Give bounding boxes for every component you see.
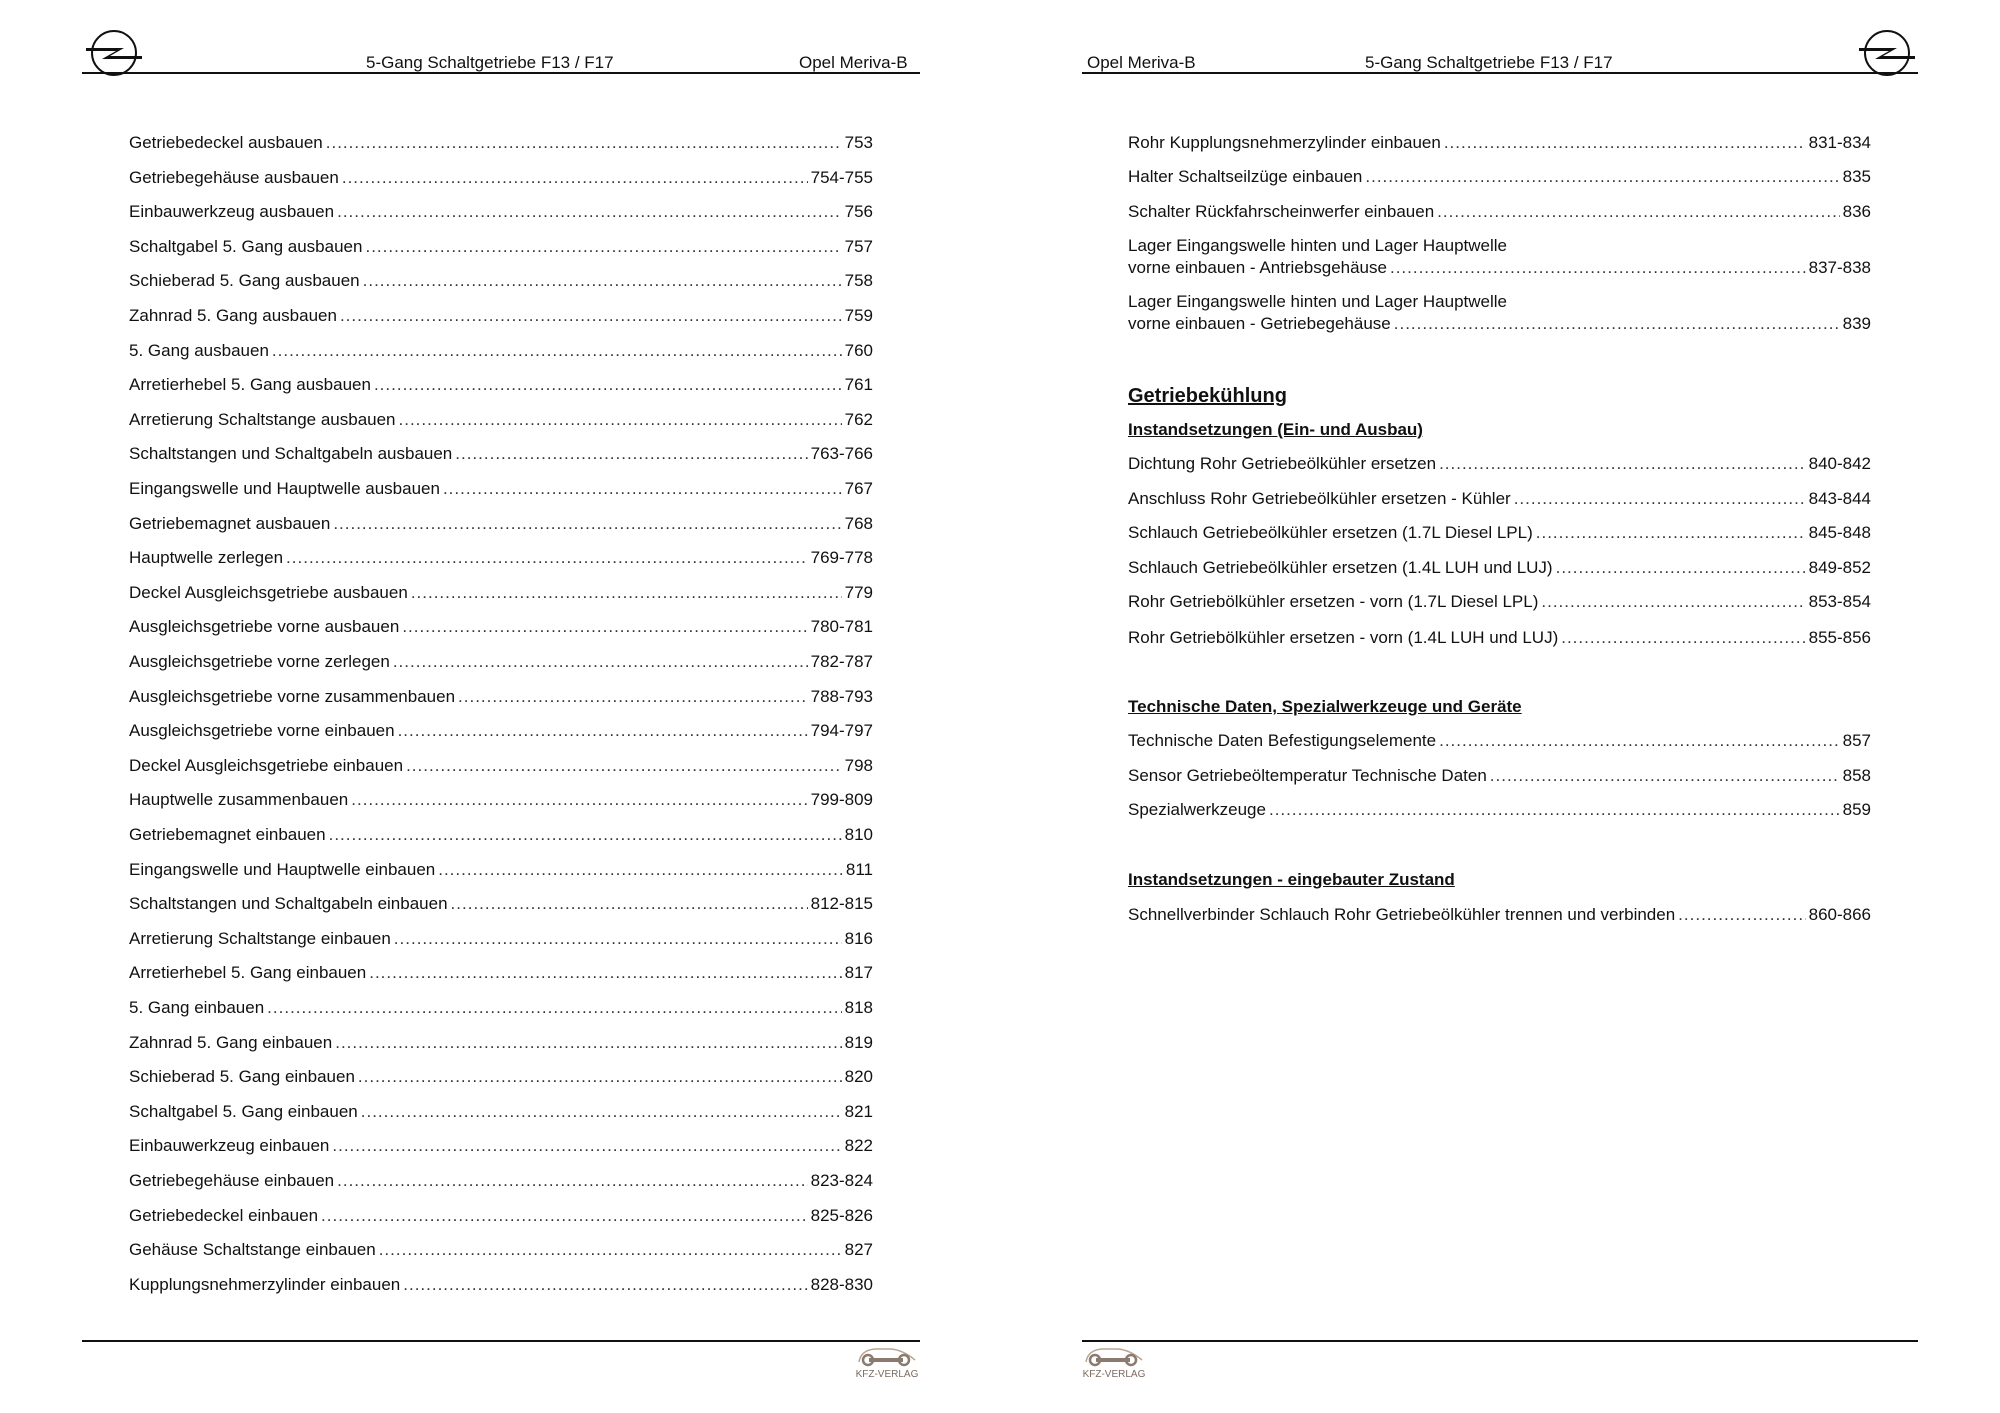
toc-entry-title: Dichtung Rohr Getriebeölkühler ersetzen — [1128, 454, 1437, 473]
toc-entry-page: 818 — [844, 998, 873, 1017]
dot-leader — [333, 513, 841, 535]
toc-entry[interactable] — [129, 167, 873, 189]
toc-entry-title: vorne einbauen - Getriebegehäuse — [1128, 314, 1391, 333]
toc-entry-title: Spezialwerkzeuge — [1128, 800, 1266, 819]
toc-entry[interactable] — [1128, 591, 1871, 613]
header-rule — [82, 72, 920, 74]
toc-entry-title: Rohr Getriebölkühler ersetzen - vorn (1.7L Diesel LPL) — [1128, 592, 1539, 611]
header-model-right: Opel Meriva-B — [1087, 53, 1196, 72]
toc-entry-page: 768 — [844, 513, 873, 533]
toc-entry-title: Getriebedeckel einbauen — [129, 1205, 319, 1225]
toc-entry-title: Schlauch Getriebeölkühler ersetzen (1.4L LUH und LUJ) — [1128, 558, 1553, 577]
toc-entry-title: Schlauch Getriebeölkühler ersetzen (1.7L Diesel LPL) — [1128, 523, 1533, 542]
toc-entry-page: 822 — [844, 1136, 873, 1156]
toc-entry[interactable] — [129, 1032, 873, 1054]
dot-leader — [374, 374, 842, 396]
toc-entry[interactable] — [1128, 488, 1871, 510]
toc-entry-title: Zahnrad 5. Gang einbauen — [129, 1032, 333, 1052]
toc-entry[interactable] — [129, 374, 873, 396]
dot-leader — [329, 824, 842, 846]
toc-entry[interactable] — [129, 513, 873, 535]
toc-entry-page: 857 — [1842, 731, 1871, 750]
footer-rule — [82, 1340, 920, 1342]
dot-leader — [342, 167, 808, 189]
toc-entry-page: 769-778 — [810, 548, 873, 568]
toc-entry[interactable] — [129, 651, 873, 673]
header-rule-right — [1082, 72, 1918, 74]
toc-entry[interactable] — [129, 409, 873, 431]
dot-leader — [451, 893, 808, 915]
toc-entry-page: 820 — [844, 1067, 873, 1087]
toc-entry-title: Getriebemagnet ausbauen — [129, 513, 331, 533]
toc-entry-page: 782-787 — [810, 652, 873, 671]
toc-entry-title: 5. Gang einbauen — [129, 998, 265, 1017]
kfz-verlag-logo-icon — [1082, 1344, 1146, 1384]
toc-entry-title: Getriebegehäuse einbauen — [129, 1171, 335, 1190]
toc-entry-page: 816 — [844, 928, 873, 948]
toc-entry-page: 860-866 — [1808, 905, 1871, 924]
toc-entry-page: 788-793 — [810, 686, 873, 706]
toc-entry-title: Arretierhebel 5. Gang einbauen — [129, 963, 367, 983]
toc-entry-title: Kupplungsnehmerzylinder einbauen — [129, 1274, 401, 1294]
toc-entry-title: Einbauwerkzeug einbauen — [129, 1136, 330, 1156]
dot-leader — [1439, 730, 1840, 752]
toc-entry-page: 810 — [844, 825, 873, 844]
toc-entry-title: Halter Schaltseilzüge einbauen — [1128, 167, 1363, 186]
toc-entry-title: Arretierhebel 5. Gang ausbauen — [129, 375, 371, 395]
toc-entry-page: 859 — [1842, 800, 1871, 819]
toc-entry-page: 855-856 — [1808, 628, 1871, 647]
toc-entry-page: 849-852 — [1808, 558, 1871, 577]
toc-entry-title: Technische Daten Befestigungselemente — [1128, 731, 1437, 750]
toc-entry-page: 761 — [844, 375, 873, 395]
dot-leader — [394, 928, 842, 950]
toc-entry[interactable] — [129, 1239, 873, 1261]
toc-entry-title: Eingangswelle und Hauptwelle einbauen — [129, 859, 436, 879]
toc-entry[interactable] — [129, 340, 873, 362]
header-title-right: 5-Gang Schaltgetriebe F13 / F17 — [1365, 53, 1613, 72]
toc-entry-page: 828-830 — [810, 1274, 873, 1294]
dot-leader — [379, 1239, 842, 1261]
toc-entry-page: 839 — [1842, 314, 1871, 333]
dot-leader — [1394, 313, 1840, 335]
toc-entry[interactable] — [129, 686, 873, 708]
toc-entry[interactable] — [129, 928, 873, 950]
dot-leader — [337, 1170, 807, 1192]
toc-entry-page: 763-766 — [810, 444, 873, 464]
toc-entry-title: Schaltgabel 5. Gang ausbauen — [129, 236, 363, 256]
toc-entry[interactable] — [129, 962, 873, 984]
toc-entry-page: 779 — [844, 582, 873, 602]
toc-entry[interactable] — [129, 1066, 873, 1088]
toc-entry[interactable] — [1128, 522, 1871, 544]
dot-leader — [438, 859, 843, 881]
dot-leader — [403, 1274, 807, 1296]
toc-entry-page: 843-844 — [1808, 489, 1871, 508]
toc-entry-line1[interactable]: Lager Eingangswelle hinten und Lager Hauptwelle — [1128, 236, 1507, 255]
toc-entry-page: 853-854 — [1808, 592, 1871, 611]
dot-leader — [369, 962, 841, 984]
toc-entry-page: 762 — [844, 409, 873, 429]
subsection-heading: Instandsetzungen - eingebauter Zustand — [1128, 870, 1455, 889]
toc-entry-title: Ausgleichsgetriebe vorne zusammenbauen — [129, 686, 456, 706]
toc-entry-title: Arretierung Schaltstange ausbauen — [129, 409, 396, 429]
toc-entry-title: Schaltgabel 5. Gang einbauen — [129, 1101, 358, 1121]
dot-leader — [1678, 904, 1805, 926]
toc-entry[interactable] — [129, 859, 873, 881]
toc-entry-page: 821 — [844, 1101, 873, 1121]
toc-entry-title: Getriebegehäuse ausbauen — [129, 167, 339, 187]
toc-entry-title: Getriebedeckel ausbauen — [129, 133, 323, 152]
toc-entry-page: 767 — [844, 479, 873, 498]
toc-entry[interactable] — [129, 720, 873, 742]
toc-entry[interactable] — [129, 1101, 873, 1123]
toc-entry-title: Sensor Getriebeöltemperatur Technische Daten — [1128, 766, 1487, 785]
toc-entry[interactable] — [1128, 166, 1871, 188]
dot-leader — [1269, 799, 1840, 821]
subsection-heading: Technische Daten, Spezialwerkzeuge und Geräte — [1128, 697, 1522, 716]
dot-leader — [1561, 627, 1805, 649]
dot-leader — [399, 409, 842, 431]
toc-entry-title: Schalter Rückfahrscheinwerfer einbauen — [1128, 202, 1435, 221]
toc-entry-title: Schieberad 5. Gang ausbauen — [129, 271, 360, 291]
dot-leader — [1514, 488, 1806, 510]
toc-entry-title: Getriebemagnet einbauen — [129, 825, 326, 844]
toc-entry[interactable] — [1128, 557, 1871, 579]
toc-entry-title: Anschluss Rohr Getriebeölkühler ersetzen - Kühler — [1128, 489, 1511, 508]
toc-entry[interactable] — [129, 270, 873, 292]
toc-entry-title: Ausgleichsgetriebe vorne zerlegen — [129, 652, 390, 671]
toc-entry[interactable] — [129, 1170, 873, 1192]
dot-leader — [1541, 591, 1805, 613]
kfz-verlag-text: KFZ-VERLAG — [1082, 1369, 1146, 1380]
toc-entry-title: Arretierung Schaltstange einbauen — [129, 928, 391, 948]
toc-entry[interactable] — [129, 1205, 873, 1227]
dot-leader — [1490, 765, 1840, 787]
toc-entry-page: 835 — [1842, 167, 1871, 186]
dot-leader — [358, 1066, 842, 1088]
dot-leader — [286, 547, 808, 569]
toc-entry-page: 756 — [844, 202, 873, 222]
toc-entry-page: 780-781 — [810, 617, 873, 637]
dot-leader — [458, 686, 808, 708]
toc-entry-title: Deckel Ausgleichsgetriebe einbauen — [129, 755, 404, 775]
toc-entry[interactable] — [129, 236, 873, 258]
toc-entry[interactable] — [1128, 730, 1871, 752]
toc-entry-title: Schieberad 5. Gang einbauen — [129, 1067, 355, 1087]
toc-entry-page: 817 — [844, 963, 873, 983]
toc-entry[interactable] — [129, 755, 873, 777]
toc-entry[interactable] — [129, 1274, 873, 1296]
kfz-verlag-logo-icon — [855, 1344, 919, 1384]
dot-leader — [1365, 166, 1839, 188]
dot-leader — [455, 443, 807, 465]
footer-rule-right — [1082, 1340, 1918, 1342]
toc-entry[interactable] — [1128, 904, 1871, 926]
toc-entry-page: 759 — [844, 306, 873, 325]
dot-leader — [332, 1135, 841, 1157]
toc-entry[interactable] — [129, 478, 873, 500]
toc-entry-page: 840-842 — [1808, 454, 1871, 473]
toc-entry[interactable] — [1128, 765, 1871, 787]
toc-entry-page: 811 — [845, 859, 873, 879]
toc-entry-page: 836 — [1842, 202, 1871, 221]
toc-entry-page: 845-848 — [1808, 523, 1871, 542]
dot-leader — [321, 1205, 808, 1227]
toc-entry[interactable] — [129, 582, 873, 604]
toc-entry-page: 819 — [844, 1032, 873, 1052]
toc-entry[interactable] — [1128, 627, 1871, 649]
toc-entry-title: Schaltstangen und Schaltgabeln ausbauen — [129, 444, 453, 464]
toc-entry-page: 858 — [1842, 766, 1871, 785]
toc-entry-title: Ausgleichsgetriebe vorne ausbauen — [129, 617, 400, 637]
dot-leader — [351, 789, 807, 811]
toc-entry[interactable] — [129, 443, 873, 465]
toc-entry[interactable] — [1128, 313, 1871, 335]
toc-entry[interactable] — [1128, 453, 1871, 475]
toc-entry[interactable] — [129, 997, 873, 1019]
toc-entry-title: Hauptwelle zusammenbauen — [129, 790, 349, 810]
toc-entry-page: 760 — [844, 340, 873, 360]
toc-entry-title: Eingangswelle und Hauptwelle ausbauen — [129, 479, 440, 498]
toc-entry-page: 831-834 — [1808, 133, 1871, 152]
dot-leader — [1390, 257, 1806, 279]
toc-entry[interactable] — [1128, 201, 1871, 223]
toc-entry[interactable] — [129, 305, 873, 327]
toc-entry[interactable] — [129, 824, 873, 846]
toc-entry[interactable] — [129, 616, 873, 638]
dot-leader — [361, 1101, 842, 1123]
kfz-verlag-text: KFZ-VERLAG — [855, 1369, 919, 1380]
dot-leader — [365, 236, 841, 258]
dot-leader — [272, 340, 842, 362]
toc-entry[interactable] — [129, 132, 873, 154]
toc-entry-title: Gehäuse Schaltstange einbauen — [129, 1240, 376, 1260]
toc-entry-title: 5. Gang ausbauen — [129, 340, 269, 360]
dot-leader — [326, 132, 842, 154]
toc-entry-title: Hauptwelle zerlegen — [129, 548, 284, 568]
dot-leader — [340, 305, 842, 327]
toc-entry[interactable] — [1128, 799, 1871, 821]
dot-leader — [1437, 201, 1839, 223]
section-heading: Getriebekühlung — [1128, 385, 1287, 407]
toc-entry-title: Zahnrad 5. Gang ausbauen — [129, 306, 337, 325]
dot-leader — [1556, 557, 1806, 579]
dot-leader — [443, 478, 842, 500]
toc-entry-title: Einbauwerkzeug ausbauen — [129, 202, 335, 222]
dot-leader — [402, 616, 807, 638]
header-model: Opel Meriva-B — [799, 53, 908, 72]
toc-entry-title: Ausgleichsgetriebe vorne einbauen — [129, 721, 395, 741]
dot-leader — [406, 755, 842, 777]
dot-leader — [398, 720, 808, 742]
dot-leader — [1439, 453, 1806, 475]
toc-entry-title: Rohr Kupplungsnehmerzylinder einbauen — [1128, 133, 1441, 152]
toc-entry-page: 837-838 — [1808, 258, 1871, 277]
toc-entry[interactable] — [129, 201, 873, 223]
toc-entry-page: 758 — [844, 271, 873, 291]
dot-leader — [267, 997, 841, 1019]
dot-leader — [337, 201, 842, 223]
toc-entry-page: 799-809 — [810, 790, 873, 810]
header-title: 5-Gang Schaltgetriebe F13 / F17 — [366, 53, 614, 72]
toc-entry[interactable] — [1128, 257, 1871, 279]
dot-leader — [411, 582, 842, 604]
subsection-heading: Instandsetzungen (Ein- und Ausbau) — [1128, 420, 1423, 439]
toc-entry-page: 794-797 — [810, 721, 873, 741]
toc-entry-page: 825-826 — [810, 1205, 873, 1225]
toc-entry-page: 823-824 — [810, 1171, 873, 1190]
toc-entry[interactable] — [129, 547, 873, 569]
toc-entry[interactable] — [129, 1135, 873, 1157]
dot-leader — [393, 651, 808, 673]
toc-entry-page: 812-815 — [810, 894, 873, 914]
toc-entry-line1[interactable]: Lager Eingangswelle hinten und Lager Hauptwelle — [1128, 292, 1507, 311]
toc-entry-page: 753 — [844, 133, 873, 152]
toc-entry-page: 757 — [844, 236, 873, 256]
toc-entry[interactable] — [129, 789, 873, 811]
toc-entry-title: Schaltstangen und Schaltgabeln einbauen — [129, 894, 448, 914]
dot-leader — [363, 270, 842, 292]
toc-entry-title: Schnellverbinder Schlauch Rohr Getriebeölkühler trennen und verbinden — [1128, 905, 1676, 924]
dot-leader — [1536, 522, 1806, 544]
toc-entry-title: vorne einbauen - Antriebsgehäuse — [1128, 258, 1387, 277]
toc-entry-title: Rohr Getriebölkühler ersetzen - vorn (1.4L LUH und LUJ) — [1128, 628, 1559, 647]
toc-entry[interactable] — [129, 893, 873, 915]
dot-leader — [1444, 132, 1806, 154]
toc-entry-title: Deckel Ausgleichsgetriebe ausbauen — [129, 582, 408, 602]
toc-entry-page: 754-755 — [810, 167, 873, 187]
toc-entry-page: 798 — [844, 755, 873, 775]
dot-leader — [335, 1032, 841, 1054]
toc-entry-page: 827 — [844, 1240, 873, 1260]
toc-entry[interactable] — [1128, 132, 1871, 154]
